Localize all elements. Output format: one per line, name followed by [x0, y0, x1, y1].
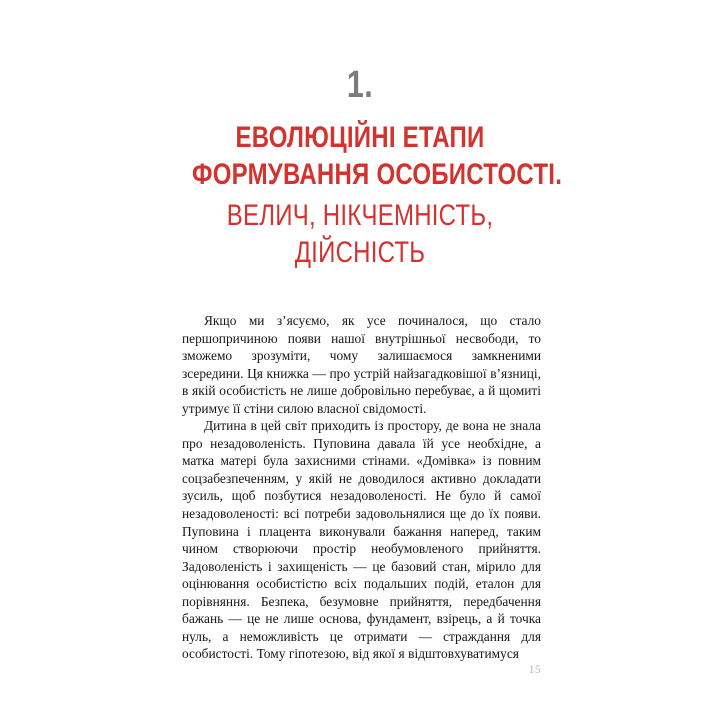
- chapter-heading-block: [150, 62, 570, 271]
- chapter-subtitle-line-2: ДІЙСНІСТЬ: [294, 236, 426, 269]
- body-paragraph-2: Дитина в цей світ приходить із простору, де вона не знала про незадоволеність. Пуповина давала їй усе необхідне, а матка матері була захисними стінами. «Домівка» із повним соцзабезпеченням, у якій не доводилося активно докладати зусиль, щоб позбутися незадоволеності. Не було й самої незадоволеності: всі потреби задовольнялися ще до їх появи. Пуповина і плацента виконували бажання наперед, таким чином створюючи простір необумовленого прийняття. Задоволеність і захищеність — це базовий стан, мірило для оцінювання особистістю всіх подальших подій, еталон для порівняння. Безпека, безумовне прийняття, передбачення бажань — це не лише основа, фундамент, взірець, а й точка нуль, а неможливість це отримати — страждання для особистості. Тому гіпотезою, від якої я відштовхуватимуся: [182, 418, 541, 662]
- chapter-number: 1.: [346, 64, 374, 106]
- chapter-subtitle-line-1: ВЕЛИЧ, НІКЧЕМНІСТЬ,: [226, 199, 494, 232]
- chapter-title-line-2: ФОРМУВАННЯ ОСОБИСТОСТІ.: [192, 158, 563, 191]
- body-text-block: [182, 312, 541, 663]
- chapter-title-line-1: ЕВОЛЮЦІЙНІ ЕТАПИ: [235, 121, 485, 154]
- page-number: 15: [528, 664, 541, 676]
- body-paragraph-1: Якщо ми з’ясуємо, як усе починалося, що стало першопричиною появи нашої внутрішньої несвободи, то зможемо зрозуміти, чому залишаємося замкненими зсередини. Ця книжка — про устрій найзагадковішої в’язниці, в якій особистість не лише добровільно перебуває, а й щомиті утримує її стіни силою власної свідомості.: [182, 313, 541, 416]
